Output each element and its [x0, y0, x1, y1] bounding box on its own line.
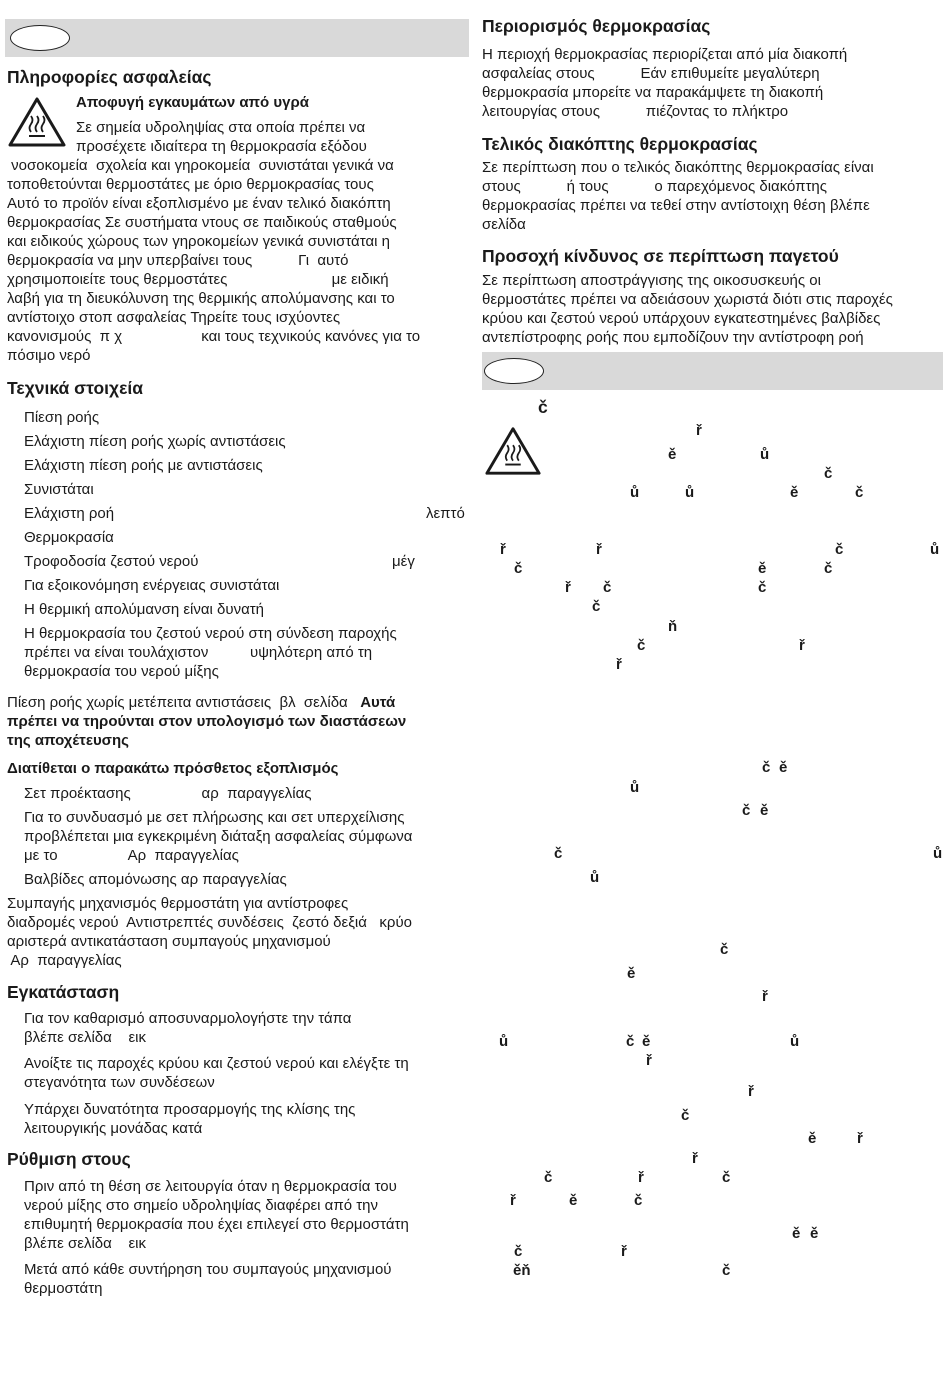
- final-line-3: θερμοκρασίας πρέπει να τεθεί στην αντίστοιχη θέση βλέπε: [482, 197, 870, 214]
- adjust-1-line-1: Πριν από τη θέση σε λειτουργία όταν η θερμοκρασία του: [24, 1178, 397, 1195]
- czech-char: ň: [668, 618, 678, 635]
- adjust-heading: Ρύθμιση στους: [7, 1149, 131, 1169]
- tech-item-4: Συνιστάται: [24, 481, 94, 498]
- tech-item-3: Ελάχιστη πίεση ροής με αντιστάσεις: [24, 457, 263, 474]
- czech-char: č: [742, 802, 751, 819]
- czech-char: č: [603, 579, 612, 596]
- czech-char: ř: [621, 1243, 627, 1260]
- hot-surface-warning-icon: [484, 425, 542, 477]
- pressure-note-bold-start: Αυτά: [360, 694, 396, 711]
- safety-line-11: αντίστοιχο στοπ ασφαλείας Τηρείτε τους ισχύοντες: [7, 309, 341, 326]
- pressure-note-plain: Πίεση ροής χωρίς μετέπειτα αντιστάσεις βλ σελίδα: [7, 694, 361, 711]
- limit-line-1: Η περιοχή θερμοκρασίας περιορίζεται από μία διακοπή: [482, 46, 848, 63]
- safety-line-12: κανονισμούς π χ και τους τεχνικούς κανόνες για το: [7, 328, 421, 345]
- tech-temp-line-2: πρέπει να είναι τουλάχιστον υψηλότερη από τη: [24, 644, 373, 661]
- czech-char: č: [720, 941, 729, 958]
- safety-line-1: Σε σημεία υδροληψίας στα οποία πρέπει να: [76, 119, 366, 136]
- pressure-note-line-2: πρέπει να τηρούνται στον υπολογισμό των διαστάσεων: [7, 713, 407, 730]
- tech-item-5: Ελάχιστη ροή: [24, 505, 115, 522]
- czech-char: č: [835, 541, 844, 558]
- czech-char: ěň: [513, 1262, 531, 1279]
- frost-line-3: κρύου και ζεστού νερού υπάρχουν εγκατεστημένες βαλβίδες: [482, 310, 881, 327]
- czech-char: č: [824, 560, 833, 577]
- czech-char: ů: [933, 845, 943, 862]
- czech-char: ř: [616, 656, 622, 673]
- czech-char: ř: [748, 1083, 754, 1100]
- hot-surface-warning-icon: [7, 96, 67, 148]
- scald-heading: Αποφυγή εγκαυμάτων από υγρά: [76, 94, 309, 111]
- tech-temp-line-1: Η θερμοκρασία του ζεστού νερού στη σύνδεση παροχής: [24, 625, 397, 642]
- tech-item-8: Για εξοικονόμηση ενέργειας συνιστάται: [24, 577, 280, 594]
- czech-char: ř: [692, 1150, 698, 1167]
- czech-char: ě: [760, 802, 769, 819]
- language-oval: [10, 25, 70, 51]
- czech-char: č: [824, 465, 833, 482]
- czech-char: ů: [790, 1033, 800, 1050]
- accessory-safety-line-1: Για το συνδυασμό με σετ πλήρωσης και σετ υπερχείλισης: [24, 809, 405, 826]
- czech-char: č: [626, 1033, 635, 1050]
- limit-line-4: λειτουργίας στους πιέζοντας το πλήκτρο: [482, 103, 789, 120]
- accessory-extension-set: Σετ προέκτασης αρ παραγγελίας: [24, 785, 312, 802]
- tech-item-1: Πίεση ροής: [24, 409, 100, 426]
- install-step-3-line-2: λειτουργικής μονάδας κατά: [24, 1120, 203, 1137]
- accessory-isolation-valves: Βαλβίδες απομόνωσης αρ παραγγελίας: [24, 871, 287, 888]
- install-step-1-line-2: βλέπε σελίδα εικ: [24, 1029, 147, 1046]
- czech-char: č: [514, 560, 523, 577]
- czech-char: ě: [627, 965, 636, 982]
- czech-char: ř: [638, 1169, 644, 1186]
- tech-item-7: Τροφοδοσία ζεστού νερού: [24, 553, 199, 570]
- czech-char: ě: [792, 1225, 801, 1242]
- czech-char: ů: [590, 869, 600, 886]
- language-bar-czech: [482, 352, 943, 390]
- tech-hot-unit: μέγ: [392, 553, 415, 570]
- czech-char: ř: [500, 541, 506, 558]
- czech-char: č: [634, 1192, 643, 1209]
- language-oval: [484, 358, 544, 384]
- czech-char: ř: [762, 988, 768, 1005]
- accessory-compact-line-2: διαδρομές νερού Αντιστρεπτές συνδέσεις ζεστό δεξιά κρύο: [7, 914, 412, 931]
- czech-char: ů: [499, 1033, 509, 1050]
- czech-char: ě: [668, 446, 677, 463]
- safety-line-4: τοποθετούνται θερμοστάτες με όριο θερμοκρασίας τους: [7, 176, 374, 193]
- language-bar-greek: [5, 19, 469, 57]
- safety-line-9: χρησιμοποιείτε τους θερμοστάτες με ειδική: [7, 271, 389, 288]
- final-switch-heading: Τελικός διακόπτης θερμοκρασίας: [482, 134, 758, 154]
- safety-line-3: νοσοκομεία σχολεία και γηροκομεία συνιστάται γενικά να: [7, 157, 394, 174]
- accessory-compact-line-3: αριστερά αντικατάσταση συμπαγούς μηχανισμού: [7, 933, 331, 950]
- czech-char: ě: [642, 1033, 651, 1050]
- frost-heading: Προσοχή κίνδυνος σε περίπτωση παγετού: [482, 246, 839, 266]
- czech-char: ů: [685, 484, 695, 501]
- frost-line-2: θερμοστάτες πρέπει να αδειάσουν χωριστά διότι στις παροχές: [482, 291, 893, 308]
- safety-line-7: και ειδικούς χώρους των γηροκομείων γενικά συνιστάται η: [7, 233, 390, 250]
- czech-char: č: [758, 579, 767, 596]
- install-step-2-line-2: στεγανότητα των συνδέσεων: [24, 1074, 215, 1091]
- safety-line-10: λαβή για τη διευκόλυνση της θερμικής απολύμανσης και το: [7, 290, 395, 307]
- czech-char: ř: [799, 637, 805, 654]
- accessory-compact-line-4: Αρ παραγγελίας: [7, 952, 122, 969]
- czech-char: č: [592, 598, 601, 615]
- safety-line-8: θερμοκρασία να μην υπερβαίνει τους Γι αυτό: [7, 252, 349, 269]
- czech-char: č: [637, 637, 646, 654]
- czech-char: ř: [857, 1130, 863, 1147]
- final-line-1: Σε περίπτωση που ο τελικός διακόπτης θερμοκρασίας είναι: [482, 159, 874, 176]
- czech-char: ř: [646, 1052, 652, 1069]
- accessory-safety-line-3: με το Αρ παραγγελίας: [24, 847, 239, 864]
- czech-char: ě: [569, 1192, 578, 1209]
- safety-heading: Πληροφορίες ασφαλείας: [7, 67, 212, 87]
- frost-line-4: αντεπίστροφης ροής που εμποδίζουν την αντίστροφη ροή: [482, 329, 864, 346]
- czech-char: ě: [779, 759, 788, 776]
- final-line-4: σελίδα: [482, 216, 526, 233]
- limit-heading: Περιορισμός θερμοκρασίας: [482, 16, 711, 36]
- adjust-1-line-2: νερού μίξης στο σημείο υδροληψίας διαφέρει από την: [24, 1197, 378, 1214]
- czech-char: č: [514, 1243, 523, 1260]
- safety-line-2: προσέχετε ιδιαίτερα τη θερμοκρασία εξόδου: [76, 138, 367, 155]
- czech-char: ř: [510, 1192, 516, 1209]
- tech-min-flow-unit: λεπτό: [426, 505, 465, 522]
- safety-line-5: Αυτό το προϊόν είναι εξοπλισμένο με έναν τελικό διακόπτη: [7, 195, 391, 212]
- pressure-note-line-3: της αποχέτευσης: [7, 732, 129, 749]
- czech-char: ě: [758, 560, 767, 577]
- czech-char: č: [855, 484, 864, 501]
- czech-char: ř: [596, 541, 602, 558]
- safety-line-13: πόσιμο νερό: [7, 347, 91, 364]
- install-step-2-line-1: Ανοίξτε τις παροχές κρύου και ζεστού νερού και ελέγξτε τη: [24, 1055, 409, 1072]
- frost-line-1: Σε περίπτωση αποστράγγισης της οικοσυσκευής οι: [482, 272, 821, 289]
- safety-line-6: θερμοκρασίας Σε συστήματα ντους σε παιδικούς σταθμούς: [7, 214, 397, 231]
- czech-char: ř: [696, 422, 702, 439]
- czech-char: č: [722, 1262, 731, 1279]
- tech-item-9: Η θερμική απολύμανση είναι δυνατή: [24, 601, 265, 618]
- czech-char: č: [722, 1169, 731, 1186]
- install-heading: Εγκατάσταση: [7, 982, 120, 1002]
- accessory-compact-line-1: Συμπαγής μηχανισμός θερμοστάτη για αντίστροφες: [7, 895, 349, 912]
- tech-temp-line-3: θερμοκρασία του νερού μίξης: [24, 663, 219, 680]
- czech-char: ů: [760, 446, 770, 463]
- czech-char: ů: [630, 779, 640, 796]
- czech-title-char: č: [538, 397, 548, 417]
- czech-char: ě: [808, 1130, 817, 1147]
- czech-char: č: [762, 759, 771, 776]
- czech-char: ě: [790, 484, 799, 501]
- czech-char: ů: [630, 484, 640, 501]
- accessory-safety-line-2: προβλέπεται μια εγκεκριμένη διάταξη ασφαλείας σύμφωνα: [24, 828, 413, 845]
- install-step-3-line-1: Υπάρχει δυνατότητα προσαρμογής της κλίσης της: [24, 1101, 356, 1118]
- adjust-2-line-1: Μετά από κάθε συντήρηση του συμπαγούς μηχανισμού: [24, 1261, 392, 1278]
- limit-line-3: θερμοκρασία μπορείτε να παρακάμψετε τη διακοπή: [482, 84, 824, 101]
- accessories-heading: Διατίθεται ο παρακάτω πρόσθετος εξοπλισμός: [7, 760, 339, 777]
- czech-char: ů: [930, 541, 940, 558]
- czech-char: ř: [565, 579, 571, 596]
- pressure-note-line-1: [7, 693, 395, 712]
- czech-char: ě: [810, 1225, 819, 1242]
- install-step-1-line-1: Για τον καθαρισμό αποσυναρμολογήστε την τάπα: [24, 1010, 352, 1027]
- tech-item-2: Ελάχιστη πίεση ροής χωρίς αντιστάσεις: [24, 433, 286, 450]
- adjust-1-line-3: επιθυμητή θερμοκρασία που έχει επιλεγεί στο θερμοστάτη: [24, 1216, 409, 1233]
- limit-line-2: ασφαλείας στους Εάν επιθυμείτε μεγαλύτερη: [482, 65, 820, 82]
- czech-char: č: [681, 1107, 690, 1124]
- tech-item-6: Θερμοκρασία: [24, 529, 114, 546]
- final-line-2: στους ή τους ο παρεχόμενος διακόπτης: [482, 178, 827, 195]
- adjust-1-line-4: βλέπε σελίδα εικ: [24, 1235, 147, 1252]
- czech-char: č: [554, 845, 563, 862]
- adjust-2-line-2: θερμοστάτη: [24, 1280, 103, 1297]
- tech-heading: Τεχνικά στοιχεία: [7, 378, 144, 398]
- czech-char: č: [544, 1169, 553, 1186]
